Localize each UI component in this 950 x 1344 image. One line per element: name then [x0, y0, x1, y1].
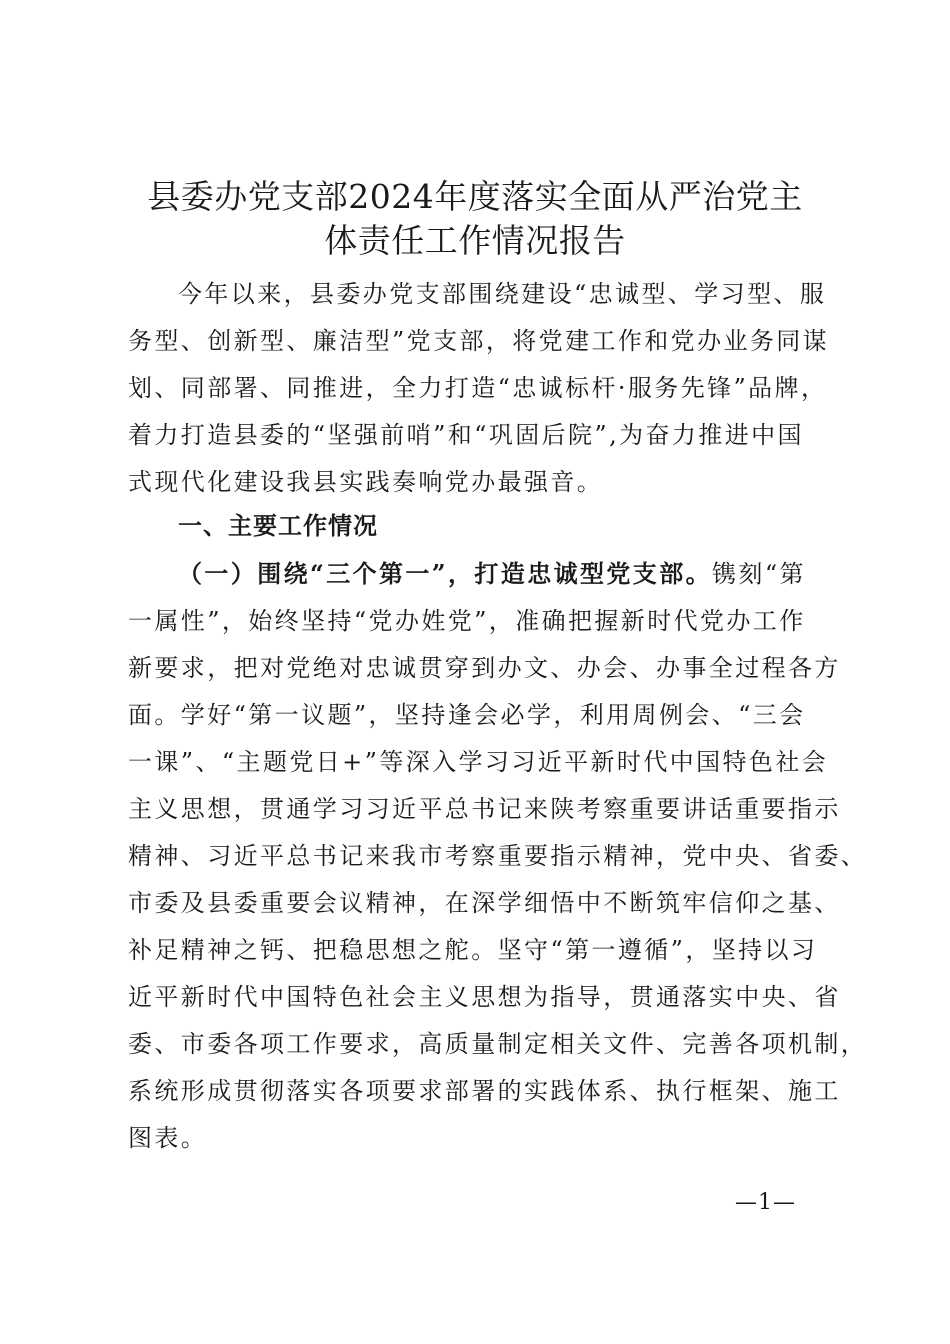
paragraph-lead-rest: 镌刻“第	[712, 560, 806, 588]
document-title	[110, 175, 840, 263]
title-line: 县委办党支部2024年度落实全面从严治党主	[147, 177, 803, 216]
paragraph-line: 今年以来，县委办党支部围绕建设“忠诚型、学习型、服	[178, 280, 827, 308]
paragraph-line: 一属性”，始终坚持“党办姓党”，准确把握新时代党办工作	[128, 607, 806, 635]
paragraph-line: 划、同部署、同推进，全力打造“忠诚标杆·服务先锋”品牌，	[128, 374, 828, 402]
intro-paragraph	[128, 271, 828, 506]
section-paragraph	[128, 550, 868, 1162]
paragraph-line: 图表。	[128, 1124, 208, 1152]
paragraph-line: 务型、创新型、廉洁型”党支部，将党建工作和党办业务同谋	[128, 327, 830, 355]
paragraph-line: 着力打造县委的“坚强前哨”和“巩固后院”,为奋力推进中国	[128, 421, 804, 449]
section-heading: 一、主要工作情况	[178, 512, 378, 540]
paragraph-line: 一课”、“主题党日+”等深入学习习近平新时代中国特色社会	[128, 748, 829, 776]
paragraph-line: 近平新时代中国特色社会主义思想为指导，贯通落实中央、省	[128, 983, 841, 1011]
paragraph-line: 面。学好“第一议题”，坚持逢会必学，利用周例会、“三会	[128, 701, 806, 729]
title-line: 体责任工作情况报告	[324, 221, 626, 260]
paragraph-line: 市委及县委重要会议精神，在深学细悟中不断筑牢信仰之基、	[128, 889, 841, 917]
paragraph-line: 主义思想，贯通学习习近平总书记来陕考察重要讲话重要指示	[128, 795, 841, 823]
paragraph-line: 式现代化建设我县实践奏响党办最强音。	[128, 468, 604, 496]
paragraph-lead: （一）围绕“三个第一”，打造忠诚型党支部。	[178, 559, 713, 588]
paragraph-line: 补足精神之钙、把稳思想之舵。坚守“第一遵循”，坚持以习	[128, 936, 818, 964]
paragraph-line: 新要求，把对党绝对忠诚贯穿到办文、办会、办事全过程各方	[128, 654, 841, 682]
paragraph-line: 精神、习近平总书记来我市考察重要指示精神，党中央、省委、	[128, 842, 868, 870]
paragraph-line: 委、市委各项工作要求，高质量制定相关文件、完善各项机制，	[128, 1030, 868, 1058]
paragraph-line: 系统形成贯彻落实各项要求部署的实践体系、执行框架、施工	[128, 1077, 841, 1105]
paragraph-line	[128, 550, 828, 598]
page-number: —1—	[735, 1190, 796, 1215]
